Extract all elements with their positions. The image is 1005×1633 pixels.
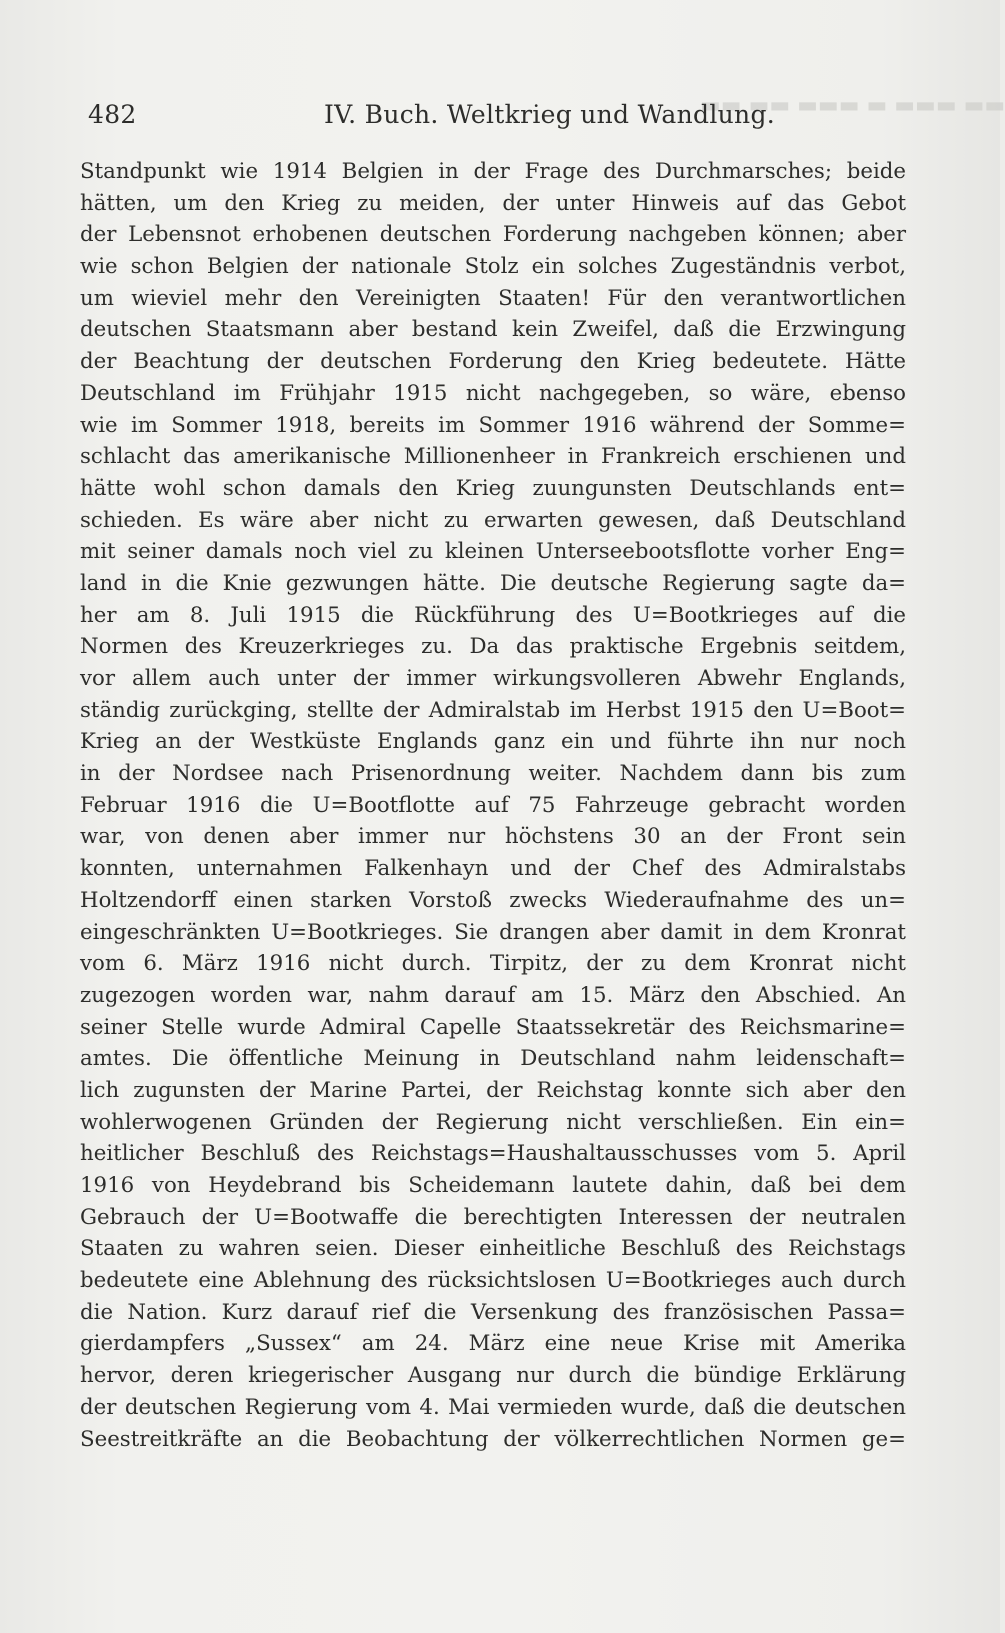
text-line: der Beachtung der deutschen Forderung den Krieg bedeutete. Hätte — [80, 349, 906, 375]
text-line: wie im Sommer 1918, bereits im Sommer 1916 während der Somme= — [80, 412, 906, 438]
text-line: bedeutete eine Ablehnung des rücksichtslosen U=Bootkrieges auch durch — [80, 1268, 906, 1294]
text-line: hätten, um den Krieg zu meiden, der unter Hinweis auf das Gebot — [80, 190, 906, 216]
show-through-text: ▬▬ ▬▬ ▬▬▬ ▬ ▬▬▬ ▬▬ — [700, 93, 1005, 118]
text-line: zugezogen worden war, nahm darauf am 15. März den Abschied. An — [80, 982, 906, 1008]
text-line: Gebrauch der U=Bootwaffe die berechtigten Interessen der neutralen — [80, 1204, 906, 1230]
text-line: heitlicher Beschluß des Reichstags=Haushaltausschusses vom 5. April — [80, 1141, 906, 1167]
text-line: eingeschränkten U=Bootkrieges. Sie drangen aber damit in dem Kronrat — [80, 919, 906, 945]
page-header — [88, 100, 918, 136]
text-line: seiner Stelle wurde Admiral Capelle Staatssekretär des Reichsmarine= — [80, 1014, 906, 1040]
text-line: schlacht das amerikanische Millionenheer in Frankreich erschienen und — [80, 444, 906, 470]
text-line: die Nation. Kurz darauf rief die Versenkung des französischen Passa= — [80, 1299, 906, 1325]
text-line: ständig zurückging, stellte der Admiralstab im Herbst 1915 den U=Boot= — [80, 697, 906, 723]
text-line: gierdampfers „Sussex“ am 24. März eine neue Krise mit Amerika — [80, 1331, 906, 1357]
text-line: amtes. Die öffentliche Meinung in Deutschland nahm leidenschaft= — [80, 1046, 906, 1072]
text-line: war, von denen aber immer nur höchstens 30 an der Front sein — [80, 824, 906, 850]
text-line: Staaten zu wahren seien. Dieser einheitliche Beschluß des Reichstags — [80, 1236, 906, 1262]
running-head: IV. Buch. Weltkrieg und Wandlung. — [324, 100, 775, 129]
text-line: Februar 1916 die U=Bootflotte auf 75 Fahrzeuge gebracht worden — [80, 792, 906, 818]
text-line: konnten, unternahmen Falkenhayn und der Chef des Admiralstabs — [80, 856, 906, 882]
text-line: Holtzendorff einen starken Vorstoß zwecks Wiederaufnahme des un= — [80, 887, 906, 913]
text-line: vom 6. März 1916 nicht durch. Tirpitz, der zu dem Kronrat nicht — [80, 951, 906, 977]
page-number: 482 — [88, 100, 137, 129]
text-line: in der Nordsee nach Prisenordnung weiter. Nachdem dann bis zum — [80, 761, 906, 787]
body-text — [80, 156, 906, 1455]
text-line: 1916 von Heydebrand bis Scheidemann lautete dahin, daß bei dem — [80, 1173, 906, 1198]
text-line: mit seiner damals noch viel zu kleinen Unterseebootsflotte vorher Eng= — [80, 539, 906, 565]
text-line: Standpunkt wie 1914 Belgien in der Frage des Durchmarsches; beide — [80, 159, 906, 184]
text-line: der deutschen Regierung vom 4. Mai vermieden wurde, daß die deutschen — [80, 1394, 906, 1420]
text-line: vor allem auch unter der immer wirkungsvolleren Abwehr Englands, — [80, 666, 906, 691]
text-line: wie schon Belgien der nationale Stolz ein solches Zugeständnis verbot, — [80, 254, 906, 280]
text-line: schieden. Es wäre aber nicht zu erwarten gewesen, daß Deutschland — [80, 507, 906, 533]
text-line: Krieg an der Westküste Englands ganz ein und führte ihn nur noch — [80, 729, 906, 755]
text-line: um wieviel mehr den Vereinigten Staaten! Für den verantwortlichen — [80, 285, 906, 311]
text-line: hätte wohl schon damals den Krieg zuungunsten Deutschlands ent= — [80, 475, 906, 501]
text-line: der Lebensnot erhobenen deutschen Forderung nachgeben können; aber — [80, 222, 906, 248]
text-line: land in die Knie gezwungen hätte. Die deutsche Regierung sagte da= — [80, 570, 906, 596]
text-line: Deutschland im Frühjahr 1915 nicht nachgegeben, so wäre, ebenso — [80, 380, 906, 406]
text-line: wohlerwogenen Gründen der Regierung nicht verschließen. Ein ein= — [80, 1109, 906, 1135]
text-line: Seestreitkräfte an die Beobachtung der völkerrechtlichen Normen ge= — [80, 1426, 906, 1452]
text-line: lich zugunsten der Marine Partei, der Reichstag konnte sich aber den — [80, 1077, 906, 1103]
text-line: deutschen Staatsmann aber bestand kein Zweifel, daß die Erzwingung — [80, 317, 906, 343]
text-line: hervor, deren kriegerischer Ausgang nur durch die bündige Erklärung — [80, 1363, 906, 1389]
text-line: her am 8. Juli 1915 die Rückführung des U=Bootkrieges auf die — [80, 602, 906, 628]
text-line: Normen des Kreuzerkrieges zu. Da das praktische Ergebnis seitdem, — [80, 634, 906, 660]
